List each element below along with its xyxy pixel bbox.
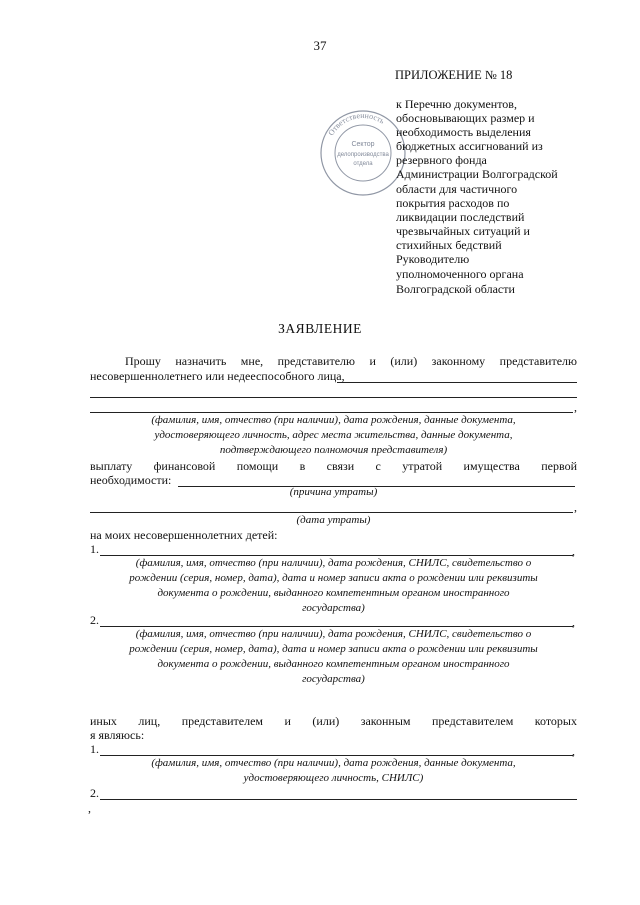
item-number: 1. — [90, 742, 99, 756]
applicant-note — [90, 413, 577, 458]
reference-line: обосновывающих размер и — [396, 111, 535, 126]
note-line: государства) — [302, 602, 365, 614]
intro-line: Прошу назначить мне, представителю и (или) законному представителю — [125, 354, 577, 368]
reference-line: ликвидации последствий — [396, 209, 525, 224]
item-number: 2. — [90, 786, 99, 800]
note-line: удостоверяющего личность, СНИЛС) — [243, 772, 424, 784]
svg-text:отдела: отдела — [353, 161, 373, 167]
child-note — [90, 556, 577, 616]
official-stamp — [318, 108, 408, 198]
comma: , — [88, 801, 91, 815]
svg-text:делопроизводства: делопроизводства — [337, 152, 389, 158]
reference-line: к Перечню документов, — [396, 97, 517, 111]
comma: , — [572, 744, 575, 758]
comma: , — [574, 500, 577, 514]
note-line: удостоверяющего личность, адрес места жительства, данные документа, — [154, 429, 513, 441]
addressee-line: уполномоченного органа — [396, 267, 524, 281]
comma: , — [572, 544, 575, 558]
other-person-2-field[interactable] — [100, 799, 577, 800]
others-line: иных лиц, представителем и (или) законным представителем которых — [90, 714, 577, 728]
applicant-field[interactable] — [90, 397, 577, 398]
others-line: я являюсь: — [90, 728, 145, 742]
appendix-label: ПРИЛОЖЕНИЕ № 18 — [395, 68, 513, 82]
reference-line: области для частичного — [396, 181, 518, 196]
reference-line: чрезвычайных ситуаций и — [396, 223, 530, 238]
note-line: (фамилия, имя, отчество (при наличии), дата рождения, данные документа, — [151, 757, 516, 769]
loss-reason-note: (причина утраты) — [289, 486, 378, 498]
addressee-line: Волгоградской области — [396, 282, 515, 296]
svg-text:Сектор: Сектор — [351, 141, 375, 148]
intro-line: несовершеннолетнего или недееспособного лица, — [90, 369, 345, 383]
note-line: (фамилия, имя, отчество (при наличии), дата рождения, СНИЛС, свидетельство о — [135, 557, 532, 569]
addressee-block — [396, 252, 524, 297]
other-person-note — [90, 756, 577, 786]
note-line: подтверждающего полномочия представителя) — [219, 444, 448, 456]
svg-text:Ответственность: Ответственность — [326, 110, 387, 138]
comma: , — [572, 615, 575, 629]
note-line: рождении (серия, номер, дата), дата и номер записи акта о рождении или реквизиты — [129, 643, 538, 655]
payment-line: необходимости: — [90, 473, 172, 487]
note-line: (фамилия, имя, отчество (при наличии), дата рождения, СНИЛС, свидетельство о — [135, 628, 532, 640]
item-number: 1. — [90, 542, 99, 556]
addressee-line: Руководителю — [396, 252, 470, 266]
reference-line: резервного фонда — [396, 153, 487, 168]
document-title: ЗАЯВЛЕНИЕ — [278, 321, 362, 336]
reference-line: стихийных бедствий — [396, 237, 502, 252]
reference-block — [396, 97, 591, 252]
item-number: 2. — [90, 613, 99, 627]
loss-date-note: (дата утраты) — [296, 514, 371, 526]
child-note — [90, 627, 577, 687]
payment-line: выплату финансовой помощи в связи с утратой имущества первой — [90, 459, 577, 473]
note-line: государства) — [302, 673, 365, 685]
reference-line: Администрации Волгоградской — [396, 167, 558, 182]
reference-line: необходимость выделения — [396, 125, 531, 140]
note-line: документа о рождении, выданного компетентным органом иностранного — [157, 658, 510, 670]
note-line: рождении (серия, номер, дата), дата и номер записи акта о рождении или реквизиты — [129, 572, 538, 584]
children-intro: на моих несовершеннолетних детей: — [90, 528, 278, 542]
reference-line: бюджетных ассигнований из — [396, 139, 543, 154]
applicant-field[interactable] — [337, 382, 577, 383]
comma: , — [574, 400, 577, 414]
note-line: документа о рождении, выданного компетентным органом иностранного — [157, 587, 510, 599]
note-line: (фамилия, имя, отчество (при наличии), дата рождения, данные документа, — [151, 414, 516, 426]
reference-line: покрытия расходов по — [396, 195, 510, 210]
page-number: 37 — [313, 38, 327, 53]
